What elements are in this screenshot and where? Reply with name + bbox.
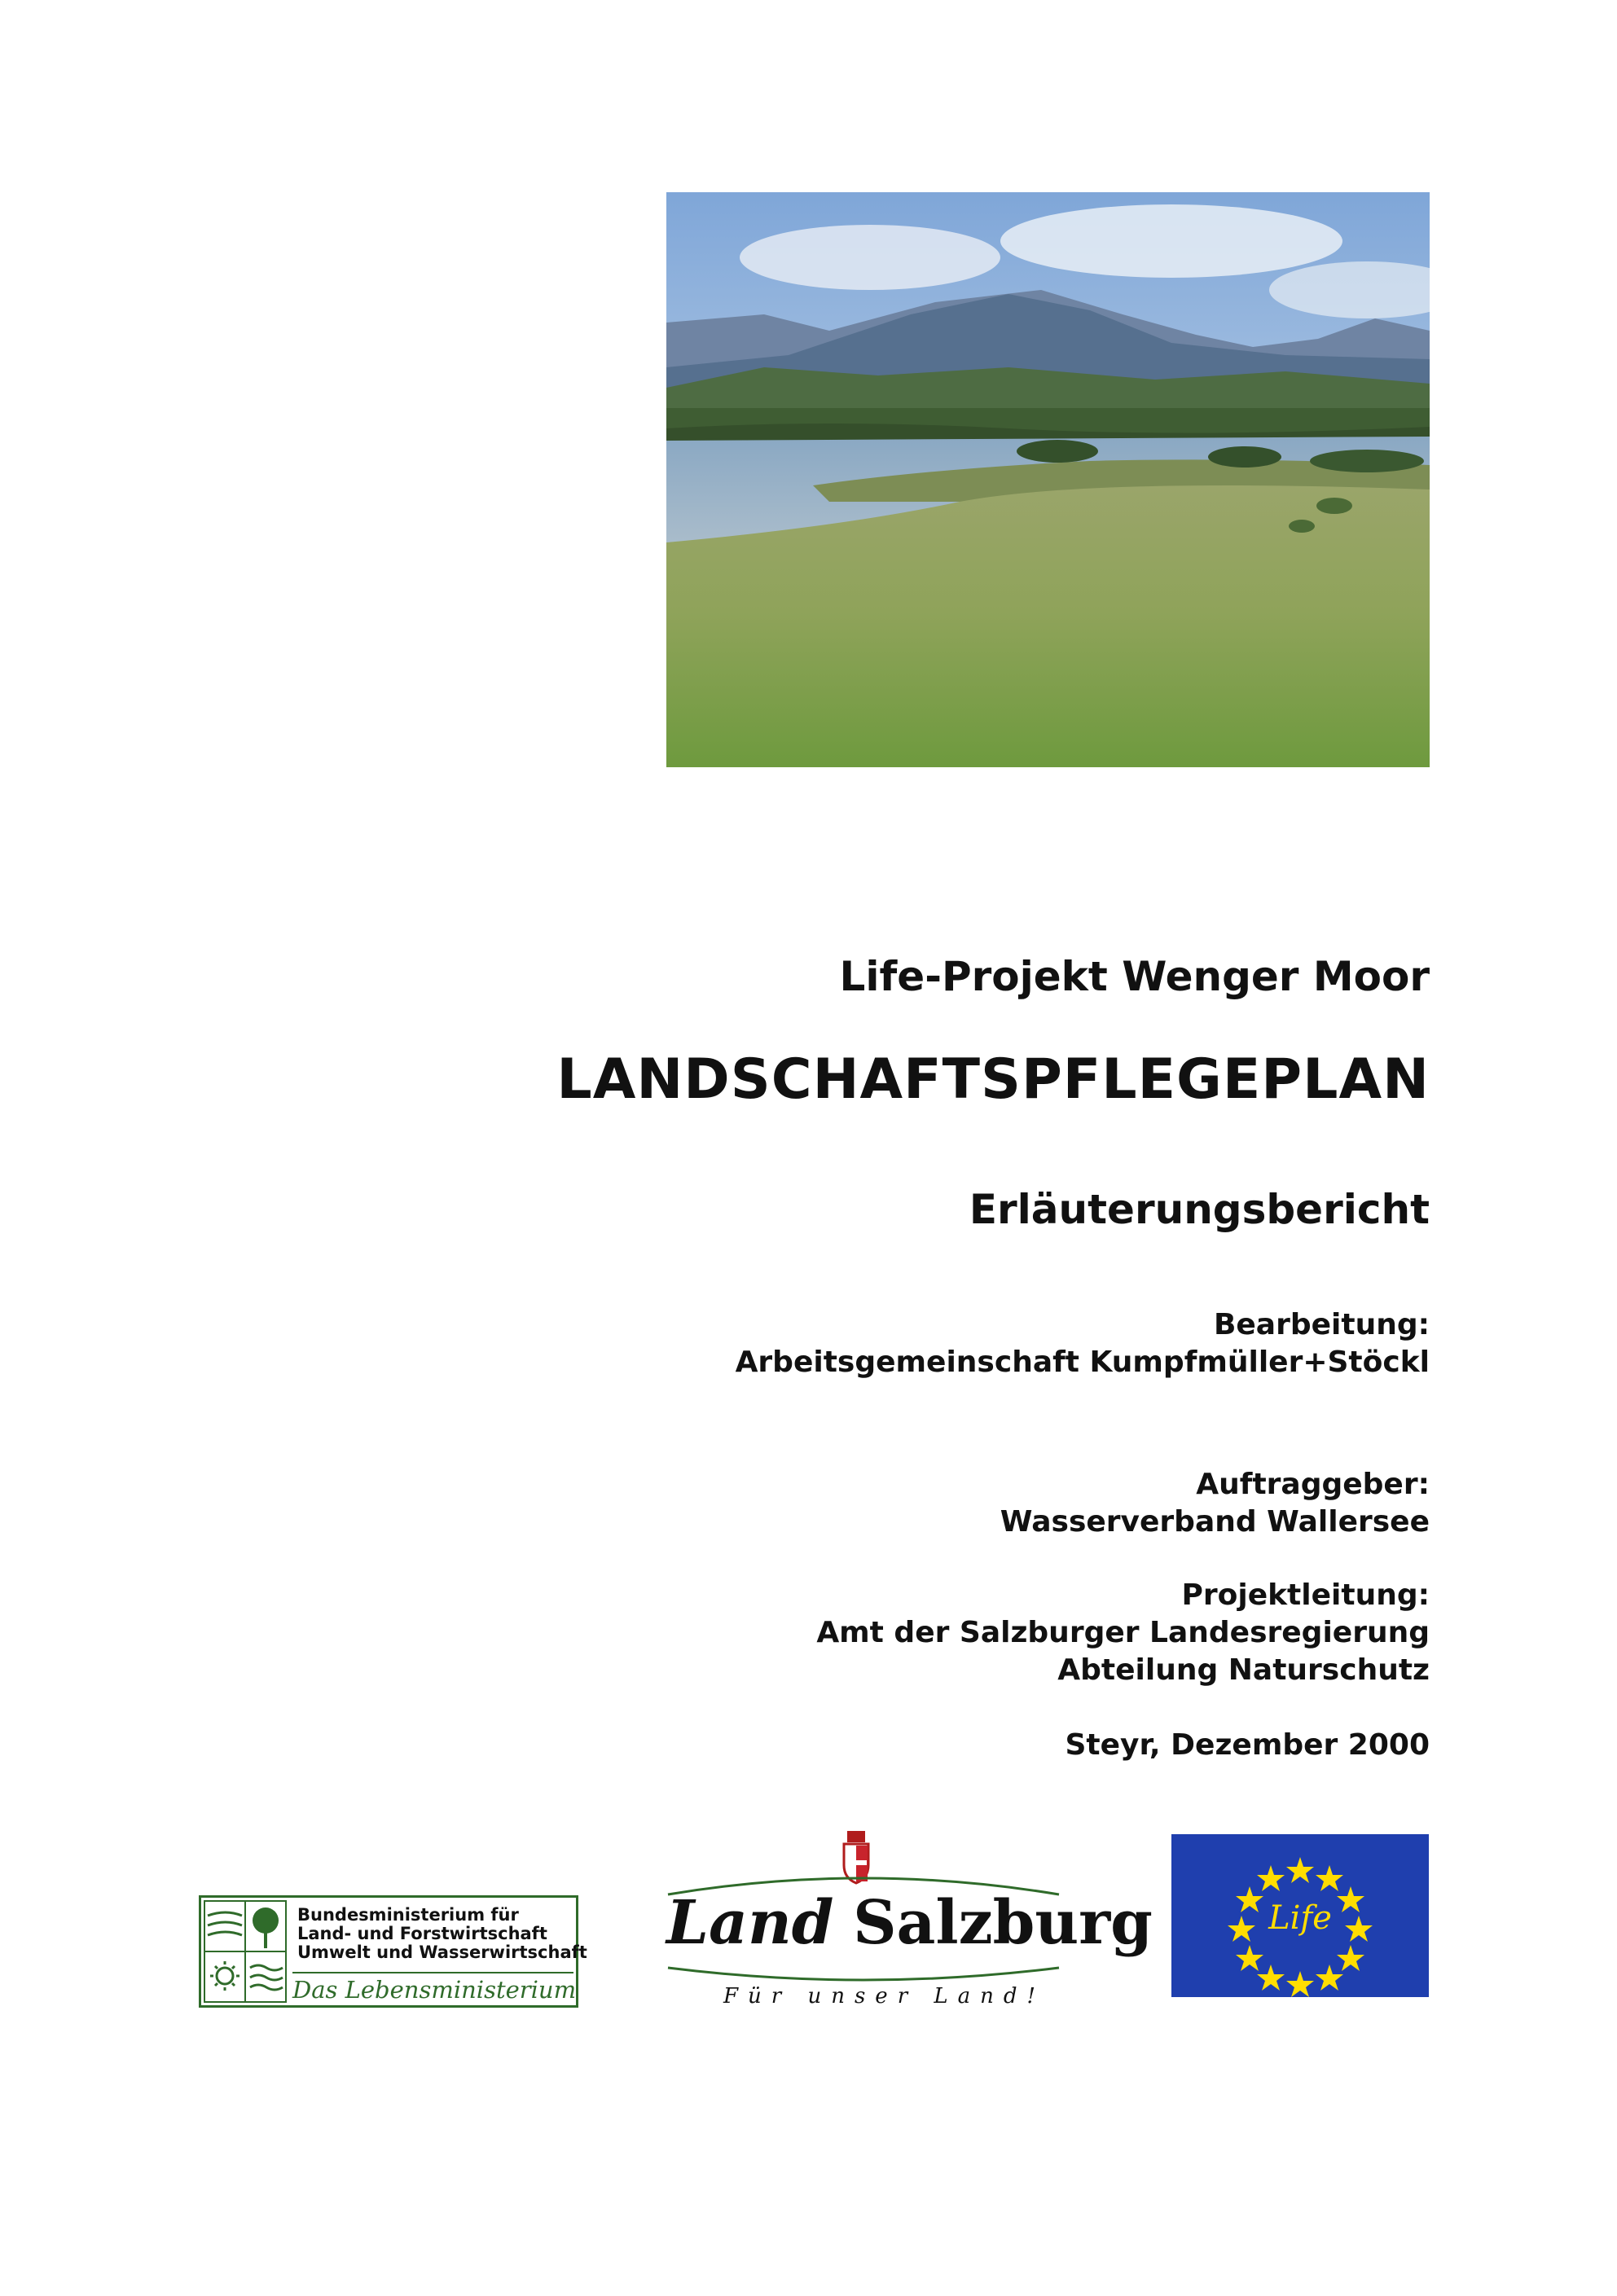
land-salzburg-logo [652,1829,1153,2017]
ministry-emblem-icon [201,1898,291,2005]
bearbeitung-label: Bearbeitung: [1213,1308,1430,1341]
projektleitung-line1: Amt der Salzburger Landesregierung [816,1616,1430,1649]
eu-stars-icon [1171,1834,1429,1997]
bearbeitung-value: Arbeitsgemeinschaft Kumpfmüller+Stöckl [735,1346,1430,1379]
auftraggeber-label: Auftraggeber: [1196,1468,1430,1501]
land-salzburg-italic: Land [666,1888,834,1958]
cover-photo [666,192,1430,767]
lake-landscape-image [666,192,1430,767]
eu-life-logo [1171,1834,1429,1997]
ministry-divider [292,1972,573,1973]
land-salzburg-wordmark [666,1888,1153,1958]
projektleitung-label: Projektleitung: [1181,1578,1430,1612]
ministry-logo [199,1895,587,2008]
ministry-line2: Land- und Forstwirtschaft [297,1924,547,1943]
land-salzburg-tagline: Für unser Land! [723,1984,1045,2008]
project-name: Life-Projekt Wenger Moor [839,953,1430,1000]
ministry-line1: Bundesministerium für [297,1905,519,1925]
document-subtitle: Erläuterungsbericht [969,1186,1430,1233]
ministry-name [297,1906,587,1962]
land-salzburg-bold: Salzburg [853,1888,1153,1958]
ministry-script: Das Lebensministerium [292,1976,577,2004]
ministry-line3: Umwelt und Wasserwirtschaft [297,1943,587,1962]
auftraggeber-value: Wasserverband Wallersee [1000,1505,1430,1539]
eu-life-text: Life [1268,1899,1332,1937]
place-date: Steyr, Dezember 2000 [1065,1728,1430,1762]
projektleitung-line2: Abteilung Naturschutz [1057,1653,1430,1687]
document-title: LANDSCHAFTSPFLEGEPLAN [556,1047,1430,1112]
